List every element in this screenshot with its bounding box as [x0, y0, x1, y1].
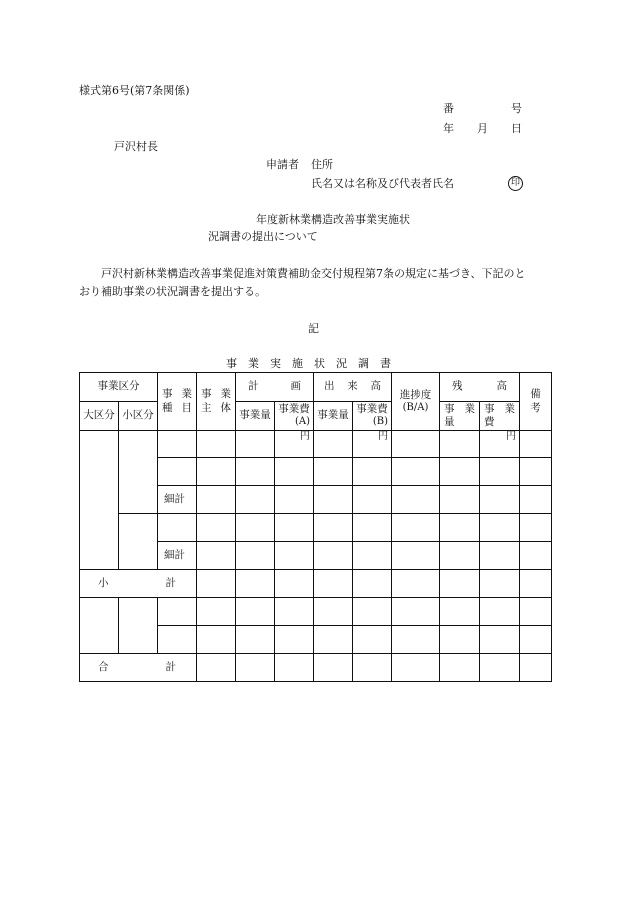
- gokei-label: 合 計: [80, 654, 197, 682]
- daikubun-cell: [80, 598, 119, 654]
- saikei-label: 細計: [158, 486, 197, 514]
- shokubun-cell: [119, 514, 158, 570]
- number-suffix: 号: [511, 102, 522, 115]
- body-line2: おり補助事業の状況調書を提出する。: [79, 285, 266, 298]
- date-year: 年: [443, 122, 454, 135]
- table-title: 事 業 実 施 状 況 調 書: [226, 357, 391, 370]
- h-dekidaka-ryou: 事業量: [314, 402, 353, 431]
- shokubun-cell: [119, 598, 158, 654]
- seal-char: 印: [508, 176, 523, 191]
- h-jigyo-kubun: 事業区分: [80, 373, 158, 402]
- address-label: 住所: [311, 158, 333, 171]
- date-month: 月: [477, 122, 488, 135]
- h-keikaku: 計 画: [236, 373, 314, 402]
- h-zandaka-hi: 事 業 費: [480, 402, 520, 431]
- h-daikubun: 大区分: [80, 402, 119, 431]
- body-line1: 戸沢村新林業構造改善事業促進対策費補助金交付規程第7条の規定に基づき、下記のと: [101, 267, 526, 280]
- name-label: 氏名又は名称及び代表者氏名: [311, 177, 454, 190]
- yen-keikaku: 円: [275, 431, 314, 458]
- h-dekidaka-hi: 事業費 (B): [353, 402, 392, 431]
- addressee: 戸沢村長: [114, 140, 158, 153]
- h-zandaka-ryou: 事 業 量: [440, 402, 480, 431]
- title-line1: 年度新林業構造改善事業実施状: [256, 213, 410, 226]
- number-label: 番: [443, 102, 454, 115]
- h-shutai: 事 業 主 体: [197, 373, 236, 431]
- yen-zandaka: 円: [480, 431, 520, 458]
- h-shokubun: 小区分: [119, 402, 158, 431]
- h-keikaku-ryou: 事業量: [236, 402, 275, 431]
- h-keikaku-hi: 事業費 (A): [275, 402, 314, 431]
- ki-label: 記: [308, 322, 319, 335]
- saikei-label: 細計: [158, 542, 197, 570]
- title-line2: 況調書の提出について: [208, 230, 318, 243]
- date-day: 日: [511, 122, 522, 135]
- h-biko: 備 考: [520, 373, 552, 431]
- h-shinchoku: 進捗度 (B/A): [392, 373, 440, 431]
- form-number: 様式第6号(第7条関係): [79, 84, 190, 97]
- h-dekidaka: 出 来 高: [314, 373, 392, 402]
- shokei-label: 小 計: [80, 570, 197, 598]
- daikubun-cell: [80, 431, 119, 570]
- yen-dekidaka: 円: [353, 431, 392, 458]
- status-table: [79, 372, 552, 682]
- seal-mark: [508, 175, 523, 191]
- applicant-label: 申請者: [266, 158, 299, 171]
- shokubun-cell: [119, 431, 158, 514]
- h-shumoku: 事 業 種 目: [158, 373, 197, 431]
- h-zandaka: 残 高: [440, 373, 520, 402]
